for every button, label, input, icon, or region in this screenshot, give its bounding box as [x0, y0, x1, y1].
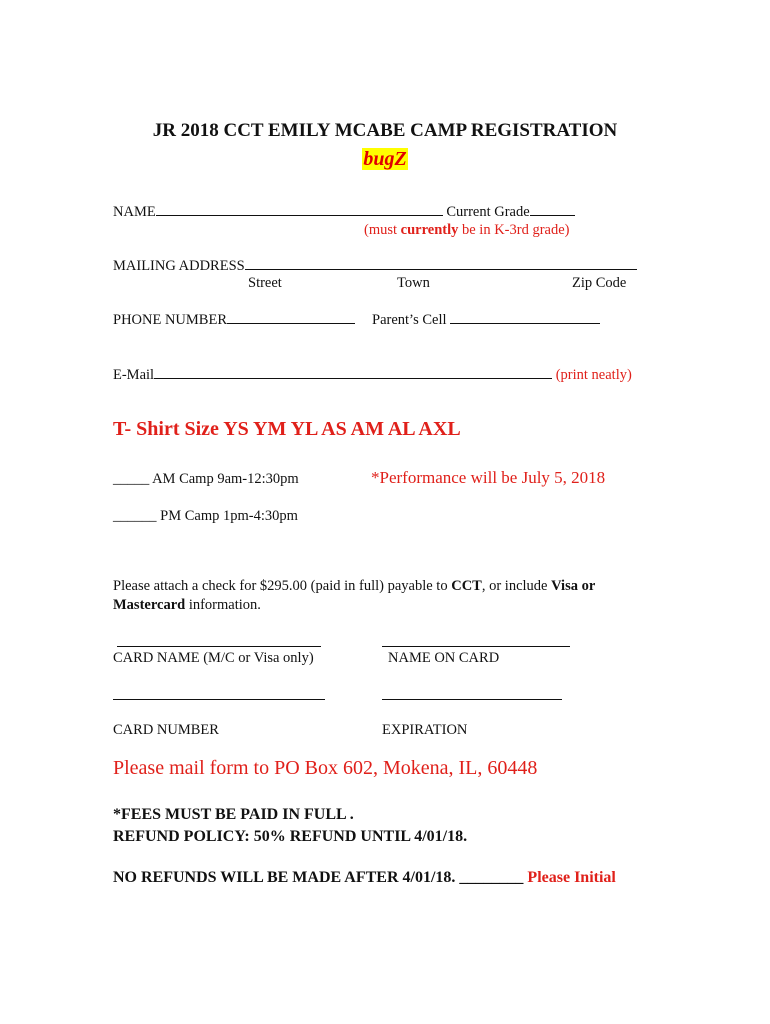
payment-instructions-line1: Please attach a check for $295.00 (paid in full) payable to CCT, or include Visa or [113, 578, 596, 594]
zip-label: Zip Code [572, 275, 627, 291]
expiration-label: EXPIRATION [382, 722, 468, 738]
email-label: E-Mail [113, 367, 155, 383]
card-number-label: CARD NUMBER [113, 722, 219, 738]
phone-field[interactable] [227, 311, 355, 324]
grade-note: (must currently be in K-3rd grade) [364, 222, 570, 238]
fees-notice: *FEES MUST BE PAID IN FULL . [113, 806, 354, 823]
cell-row [372, 311, 600, 329]
cell-label: Parent’s Cell [372, 312, 447, 328]
pm-camp-label: PM Camp 1pm-4:30pm [160, 508, 298, 524]
please-initial-label: Please Initial [527, 869, 616, 886]
cell-field[interactable] [450, 311, 600, 324]
no-refunds-row [113, 869, 616, 887]
form-subtitle [0, 148, 770, 171]
town-label: Town [397, 275, 430, 291]
name-on-card-label: NAME ON CARD [388, 650, 500, 666]
tshirt-sizes: T- Shirt Size YS YM YL AS AM AL AXL [113, 418, 461, 440]
am-camp-label: AM Camp 9am-12:30pm [152, 471, 299, 487]
name-on-card-line[interactable] [382, 646, 570, 647]
card-name-line[interactable] [117, 646, 321, 647]
card-number-line[interactable] [113, 699, 325, 700]
pm-camp-row [113, 508, 298, 525]
card-name-label: CARD NAME (M/C or Visa only) [113, 650, 314, 666]
email-field[interactable] [154, 366, 552, 379]
address-label: MAILING ADDRESS [113, 258, 245, 274]
street-label: Street [248, 275, 282, 291]
name-field[interactable] [156, 203, 443, 216]
name-label: NAME [113, 204, 156, 220]
subtitle-highlight: bugZ [363, 148, 407, 170]
grade-field[interactable] [530, 203, 575, 216]
name-row [113, 203, 575, 221]
phone-label: PHONE NUMBER [113, 312, 227, 328]
phone-row [113, 311, 355, 329]
address-row [113, 257, 637, 275]
form-title: JR 2018 CCT EMILY MCABE CAMP REGISTRATION [152, 120, 618, 141]
refund-policy: REFUND POLICY: 50% REFUND UNTIL 4/01/18. [113, 828, 468, 845]
email-row [113, 366, 632, 384]
no-refunds-text: NO REFUNDS WILL BE MADE AFTER 4/01/18. ________ [113, 869, 524, 886]
email-note: (print neatly) [555, 367, 632, 383]
am-camp-blank[interactable]: _____ [113, 471, 150, 487]
expiration-line[interactable] [382, 699, 562, 700]
pm-camp-blank[interactable]: ______ [113, 508, 157, 524]
payment-instructions-line2: Mastercard information. [113, 597, 261, 613]
am-camp-row [113, 471, 299, 488]
grade-label: Current Grade [446, 204, 530, 220]
address-field[interactable] [245, 257, 637, 270]
performance-note: *Performance will be July 5, 2018 [371, 468, 606, 487]
mail-instructions: Please mail form to PO Box 602, Mokena, IL, 60448 [113, 757, 538, 779]
